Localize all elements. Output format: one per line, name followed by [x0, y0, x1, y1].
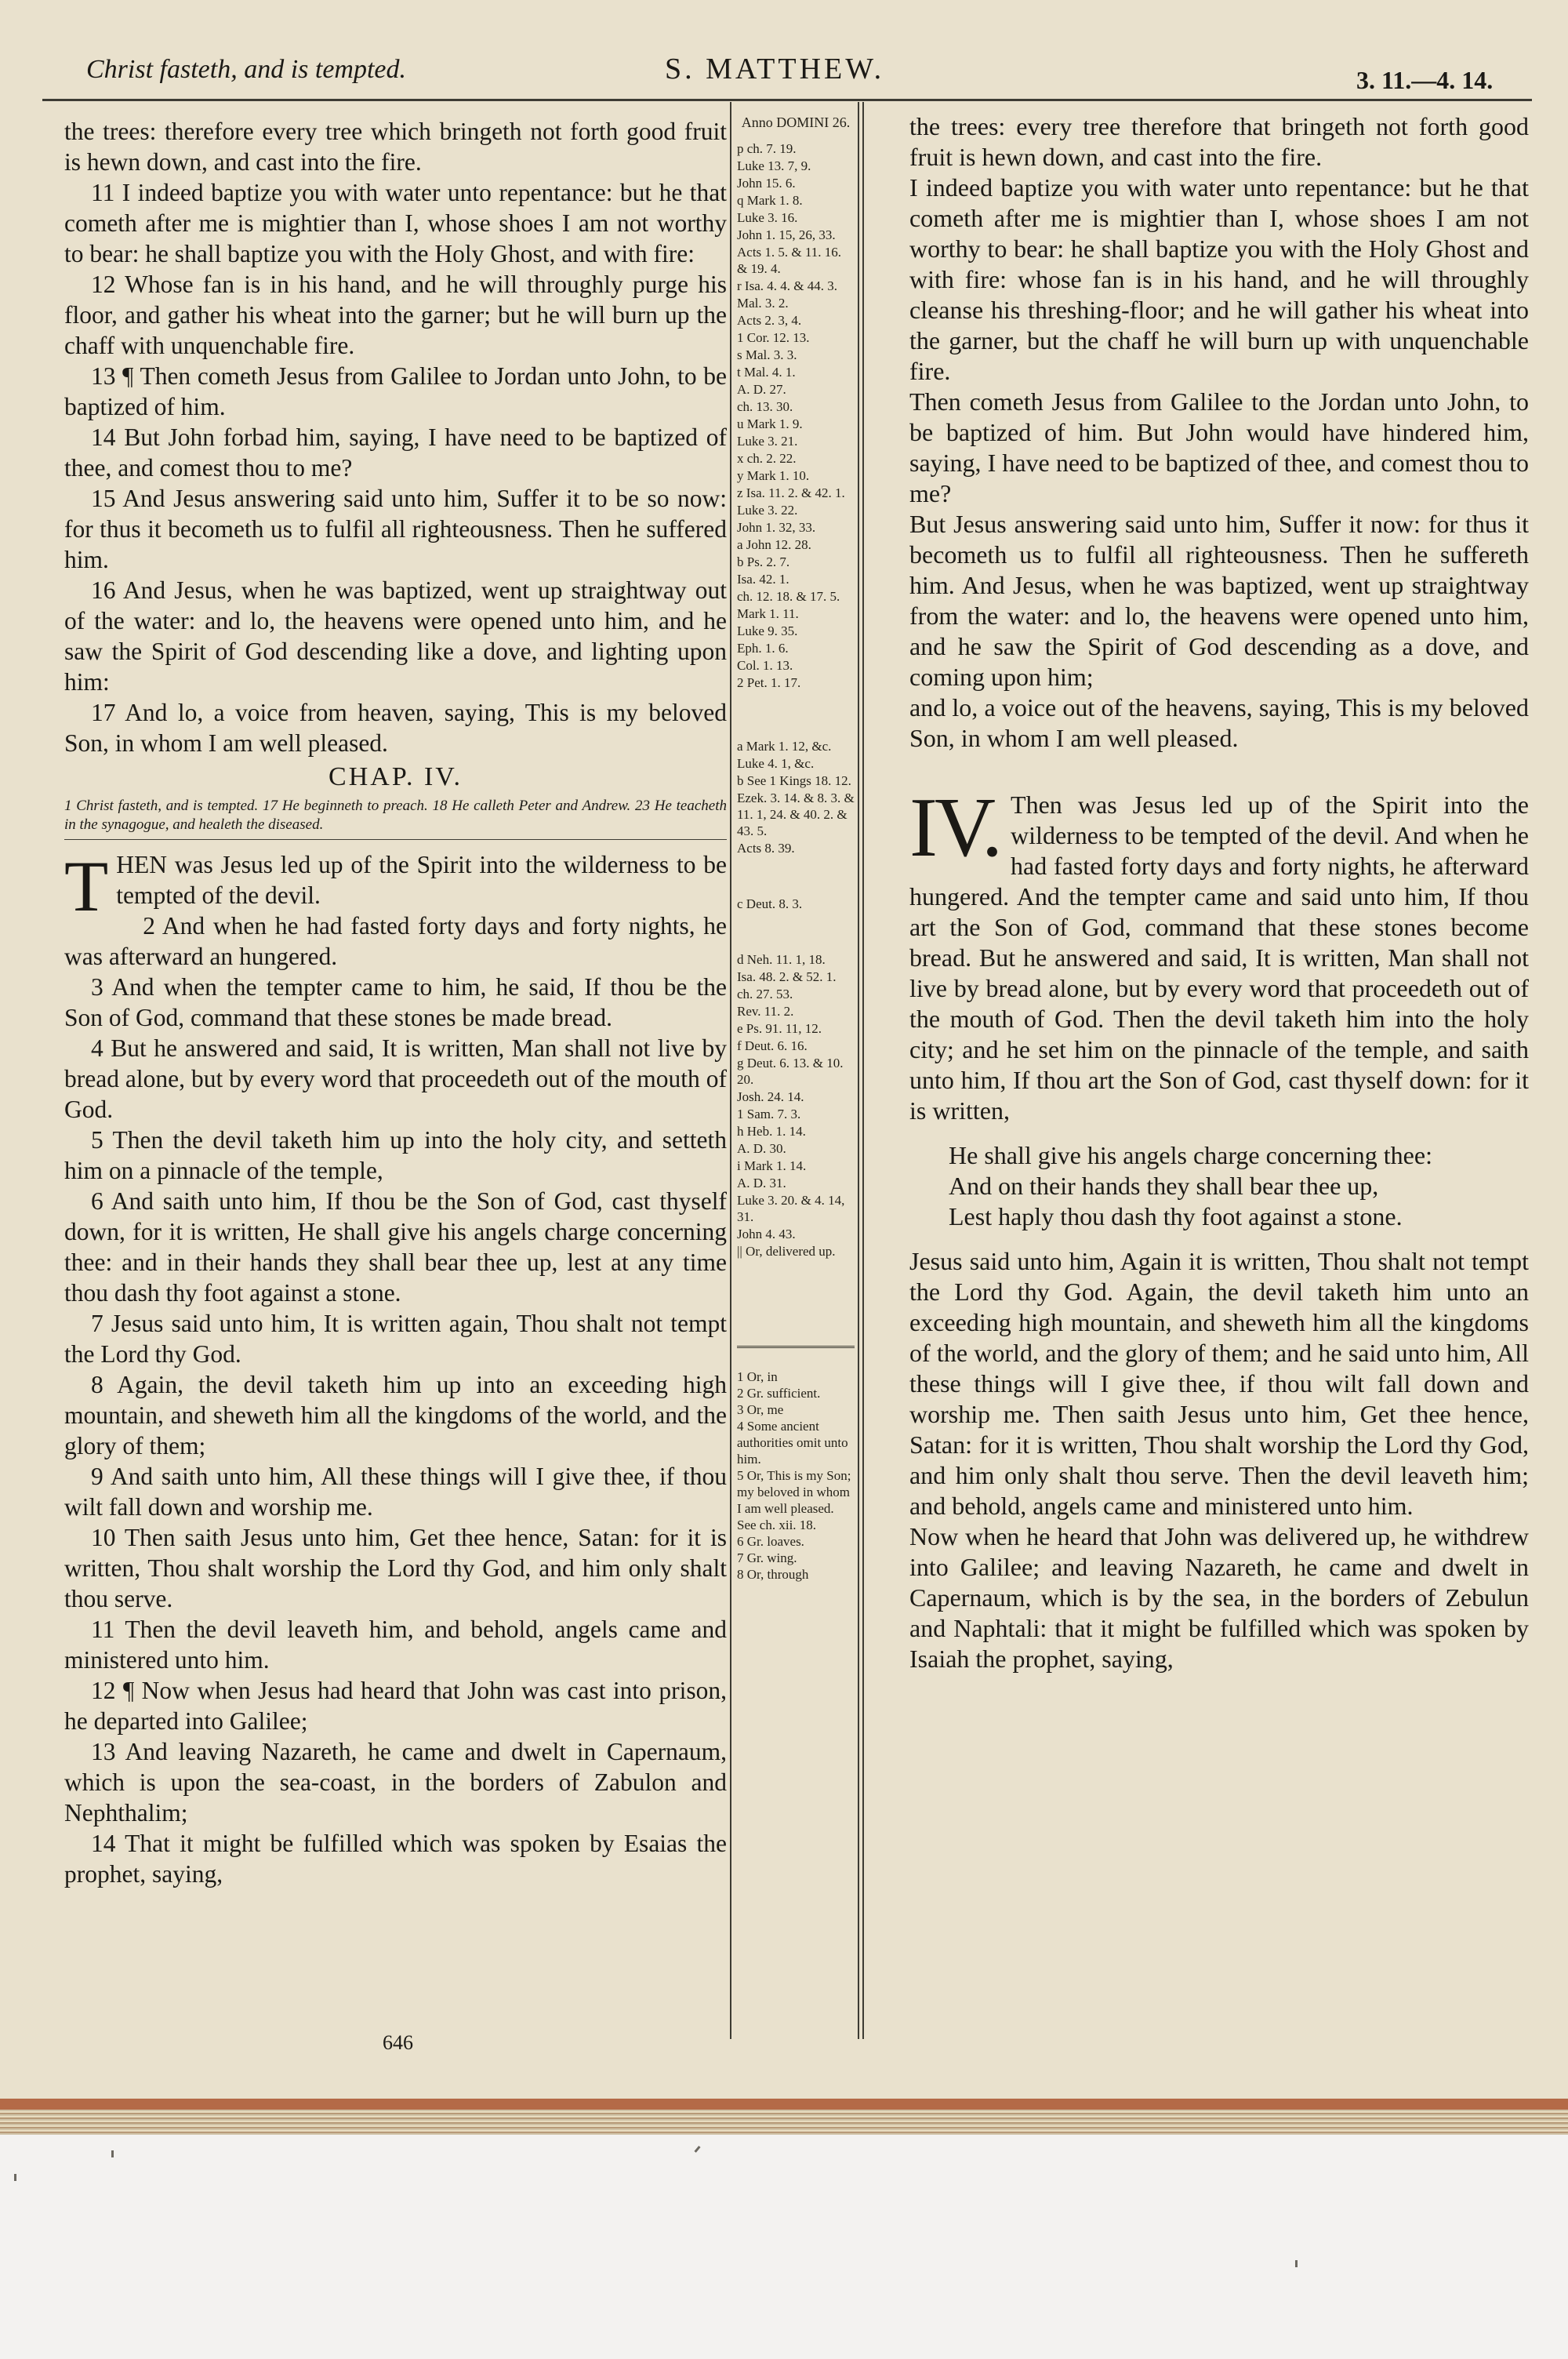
- cross-reference: Rev. 11. 2.: [737, 1004, 794, 1019]
- cross-reference: b See 1 Kings 18. 12.: [737, 773, 851, 788]
- verse-text: the trees: therefore every tree which bringeth not forth good fruit is hewn down, and cast into the fire.: [64, 118, 727, 176]
- cross-reference: h Heb. 1. 14.: [737, 1124, 806, 1139]
- verse-text: 14 But John forbad him, saying, I have need to be baptized of thee, and comest thou to me?: [64, 423, 727, 482]
- cross-reference: Luke 3. 21.: [737, 434, 798, 449]
- speck: [1295, 2260, 1298, 2267]
- anno-domini: Anno DOMINI 26.: [741, 114, 851, 130]
- cross-reference: x ch. 2. 22.: [737, 451, 797, 466]
- cross-reference: John 1. 15, 26, 33.: [737, 227, 836, 242]
- footnote: 1 Or, in: [737, 1369, 778, 1384]
- speck: [111, 2150, 114, 2157]
- cross-reference: g Deut. 6. 13. & 10. 20.: [737, 1056, 844, 1087]
- cross-reference: t Mal. 4. 1.: [737, 365, 796, 380]
- verse-text: I indeed baptize you with water unto repentance: but he that cometh after me is mightier than I, whose shoes I am not worthy to bear: he shall baptize you with the Holy Ghost and with fire: whose fan is in his hand, and he will throughly cleanse his threshing-floor; and he will gather his wheat into the garner, but the chaff he will burn up with unquenchable fire.: [909, 173, 1529, 385]
- cross-reference: A. D. 31.: [737, 1176, 786, 1190]
- verse-text: the trees: every tree therefore that bringeth not forth good fruit is hewn down, and cast into the fire.: [909, 112, 1529, 171]
- footnote: 6 Gr. loaves.: [737, 1534, 804, 1549]
- cross-reference: f Deut. 6. 16.: [737, 1038, 808, 1053]
- cross-reference: 1 Cor. 12. 13.: [737, 330, 810, 345]
- cross-reference: Luke 3. 22.: [737, 503, 798, 518]
- footnote: 7 Gr. wing.: [737, 1550, 797, 1565]
- cross-reference: p ch. 7. 19.: [737, 141, 797, 156]
- verse-text: 4 But he answered and said, It is written, Man shall not live by bread alone, but by every word that proceedeth out of the mouth of God.: [64, 1034, 727, 1123]
- cross-reference: c Deut. 8. 3.: [737, 896, 803, 911]
- verse-text: 11 Then the devil leaveth him, and behold, angels came and ministered unto him.: [64, 1616, 727, 1674]
- cross-reference: Mal. 3. 2.: [737, 296, 789, 311]
- cross-reference: q Mark 1. 8.: [737, 193, 803, 208]
- verse-text: 5 Then the devil taketh him up into the holy city, and setteth him on a pinnacle of the temple,: [64, 1126, 727, 1184]
- poetry-line: And on their hands they shall bear thee up,: [949, 1172, 1379, 1200]
- cross-reference: Eph. 1. 6.: [737, 641, 789, 656]
- header-rule: [42, 99, 1532, 101]
- cross-reference: John 15. 6.: [737, 176, 796, 191]
- cross-reference: Acts 1. 5. & 11. 16. & 19. 4.: [737, 245, 842, 276]
- cross-reference: a John 12. 28.: [737, 537, 811, 552]
- cross-reference: 1 Sam. 7. 3.: [737, 1107, 801, 1121]
- cross-reference: i Mark 1. 14.: [737, 1158, 807, 1173]
- footnote: 8 Or, through: [737, 1567, 809, 1582]
- cross-reference: z Isa. 11. 2. & 42. 1.: [737, 485, 845, 500]
- cross-reference: John 1. 32, 33.: [737, 520, 816, 535]
- verse-text: 6 And saith unto him, If thou be the Son of God, cast thyself down, for it is written, He shall give his angels charge concerning thee: and in their hands they shall bear thee up, lest at any time thou dash thy foot against a stone.: [64, 1187, 727, 1307]
- cross-reference: Luke 13. 7, 9.: [737, 158, 811, 173]
- header-left-title: Christ fasteth, and is tempted.: [86, 55, 406, 84]
- verse-text: But Jesus answering said unto him, Suffer it now: for thus it becometh us to fulfil all righteousness. Then he suffereth him. And Jesus, when he was baptized, went up straightway from the water: and lo, the heavens were opened unto him, and he saw the Spirit of God descending as a dove, and coming upon him;: [909, 510, 1529, 691]
- cross-reference: ch. 13. 30.: [737, 399, 793, 414]
- cross-reference: Luke 9. 35.: [737, 623, 798, 638]
- cross-reference: || Or, delivered up.: [737, 1244, 836, 1259]
- verse-text: 13 ¶ Then cometh Jesus from Galilee to Jordan unto John, to be baptized of him.: [64, 362, 727, 420]
- cross-reference: John 4. 43.: [737, 1227, 796, 1241]
- cross-reference: Luke 4. 1, &c.: [737, 756, 815, 771]
- cross-reference-group: [737, 951, 855, 1259]
- authorized-version-column: [64, 116, 727, 1889]
- verse-text: Then cometh Jesus from Galilee to the Jordan unto John, to be baptized of him. But John would have hindered him, saying, I have need to be baptized of thee, and comest thou to me?: [909, 387, 1529, 507]
- header-chapter-range: 3. 11.—4. 14.: [1356, 66, 1494, 94]
- chapter-heading: CHAP. IV.: [328, 762, 463, 791]
- cross-reference: u Mark 1. 9.: [737, 416, 803, 431]
- chapter-four-opening: [909, 781, 1529, 1126]
- cross-reference: A. D. 30.: [737, 1141, 786, 1156]
- verse-text: 12 Whose fan is in his hand, and he will throughly purge his floor, and gather his wheat into the garner; but he will burn up the chaff with unquenchable fire.: [64, 271, 727, 359]
- cross-reference: Col. 1. 13.: [737, 658, 793, 673]
- cross-reference: Luke 3. 16.: [737, 210, 798, 225]
- background-surface: [0, 2135, 1568, 2359]
- verse-text: 15 And Jesus answering said unto him, Suffer it to be so now: for thus it becometh us to fulfil all righteousness. Then he suffered him.: [64, 485, 727, 573]
- cross-reference: Ezek. 3. 14. & 8. 3. & 11. 1, 24. & 40. 2. & 43. 5.: [737, 791, 855, 838]
- cross-reference: r Isa. 4. 4. & 44. 3.: [737, 278, 837, 293]
- footnote: 4 Some ancient authorities omit unto him.: [737, 1419, 848, 1467]
- footnote-rule: [737, 1346, 855, 1348]
- cross-reference: ch. 12. 18. & 17. 5.: [737, 589, 840, 604]
- poetry-line: Lest haply thou dash thy foot against a stone.: [949, 1202, 1403, 1230]
- cross-reference: A. D. 27.: [737, 382, 786, 397]
- verse-text: 9 And saith unto him, All these things will I give thee, if thou wilt fall down and worship me.: [64, 1463, 727, 1521]
- verse-text: 14 That it might be fulfilled which was spoken by Esaias the prophet, saying,: [64, 1830, 727, 1888]
- cross-reference: Isa. 48. 2. & 52. 1.: [737, 969, 837, 984]
- verse-text: 17 And lo, a voice from heaven, saying, This is my beloved Son, in whom I am well pleased.: [64, 699, 727, 757]
- footnote: 2 Gr. sufficient.: [737, 1386, 821, 1401]
- verse-text: 7 Jesus said unto him, It is written again, Thou shalt not tempt the Lord thy God.: [64, 1310, 727, 1368]
- cross-reference: Josh. 24. 14.: [737, 1089, 804, 1104]
- page-number: 646: [383, 2031, 413, 2054]
- verse-text: 16 And Jesus, when he was baptized, went up straightway out of the water: and lo, the heavens were opened unto him, and he saw the Spirit of God descending like a dove, and lighting upon him:: [64, 576, 727, 696]
- cross-reference: s Mal. 3. 3.: [737, 347, 797, 362]
- chapter-numeral: IV.: [909, 781, 1000, 874]
- verse-text: Then was Jesus led up of the Spirit into the wilderness to be tempted of the devil. And when he had fasted forty days and forty nights, he afterward hungered. And the tempter came and said unto him, If thou art the Son of God, command that these stones become bread. But he answered and said, It is written, Man shall not live by bread alone, but by every word that proceedeth out of the mouth of God. Then the devil taketh him into the holy city; and he set him on the pinnacle of the temple, and saith unto him, If thou art the Son of God, cast thyself down: for it is written,: [909, 791, 1529, 1125]
- chapter-summary: 1 Christ fasteth, and is tempted. 17 He beginneth to preach. 18 He calleth Peter and Andrew. 23 He teacheth in the synagogue, and healeth the diseased.: [64, 797, 727, 840]
- cross-reference: 2 Pet. 1. 17.: [737, 675, 801, 690]
- verse-text: 13 And leaving Nazareth, he came and dwelt in Capernaum, which is upon the sea-coast, in the borders of Zabulon and Nephthalim;: [64, 1738, 727, 1826]
- chapter-opening: [64, 846, 727, 926]
- cross-reference: Acts 2. 3, 4.: [737, 313, 802, 328]
- cross-reference-group: [737, 896, 855, 912]
- cross-reference: Luke 3. 20. & 4. 14, 31.: [737, 1193, 845, 1224]
- verse-text: and lo, a voice out of the heavens, saying, This is my beloved Son, in whom I am well pleased.: [909, 693, 1529, 752]
- verse-text: Now when he heard that John was delivered up, he withdrew into Galilee; and leaving Nazareth, he came and dwelt in Capernaum, which is by the sea, in the borders of Zebulun and Naphtali: that it might be fulfilled which was spoken by Isaiah the prophet, saying,: [909, 1522, 1529, 1673]
- cross-reference: Mark 1. 11.: [737, 606, 799, 621]
- cross-reference: e Ps. 91. 11, 12.: [737, 1021, 822, 1036]
- verse-text: 2 And when he had fasted forty days and forty nights, he was afterward an hungered.: [64, 912, 727, 970]
- verse-text: Jesus said unto him, Again it is written, Thou shalt not tempt the Lord thy God. Again, the devil taketh him unto an exceeding high mountain, and sheweth him all the kingdoms of the world, and the glory of them; and he said unto him, All these things will I give thee, if thou wilt fall down and worship me. Then saith Jesus unto him, Get thee hence, Satan: for it is written, Thou shalt worship the Lord thy God, and him only shalt thou serve. Then the devil leaveth him; and behold, angels came and ministered unto him.: [909, 1247, 1529, 1520]
- verse-text: 11 I indeed baptize you with water unto repentance: but he that cometh after me is mightier than I, whose shoes I am not worthy to bear: he shall baptize you with the Holy Ghost, and with fire:: [64, 179, 727, 267]
- verse-text: 3 And when the tempter came to him, he said, If thou be the Son of God, command that these stones be made bread.: [64, 973, 727, 1031]
- cross-reference: d Neh. 11. 1, 18.: [737, 952, 826, 967]
- verse-text: 12 ¶ Now when Jesus had heard that John was cast into prison, he departed into Galilee;: [64, 1677, 727, 1735]
- verse-text: HEN was Jesus led up of the Spirit into the wilderness to be tempted of the devil.: [116, 851, 727, 909]
- drop-cap: T: [64, 846, 109, 926]
- cross-reference: ch. 27. 53.: [737, 987, 793, 1001]
- speck: [14, 2174, 16, 2181]
- speck: [694, 2146, 700, 2153]
- footnote: 5 Or, This is my Son; my beloved in whom I am well pleased. See ch. xii. 18.: [737, 1468, 851, 1532]
- cross-reference: Acts 8. 39.: [737, 841, 795, 856]
- cross-reference: b Ps. 2. 7.: [737, 554, 790, 569]
- revised-version-footnotes: [737, 1369, 855, 1583]
- cross-reference-group: [737, 738, 855, 856]
- cross-reference: y Mark 1. 10.: [737, 468, 810, 483]
- page-stack-edge: [0, 2110, 1568, 2135]
- verse-text: 10 Then saith Jesus unto him, Get thee hence, Satan: for it is written, Thou shalt worship the Lord thy God, and him only shalt thou serve.: [64, 1524, 727, 1612]
- column-divider-left: [730, 102, 731, 2039]
- verse-text: 8 Again, the devil taketh him up into an exceeding high mountain, and sheweth him all the kingdoms of the world, and the glory of them;: [64, 1371, 727, 1459]
- cross-reference-group: [737, 140, 855, 691]
- cross-reference: a Mark 1. 12, &c.: [737, 739, 832, 754]
- revised-version-column: [909, 111, 1529, 1674]
- running-header: [0, 0, 1568, 102]
- verse-number: [855, 439, 889, 456]
- poetry-line: He shall give his angels charge concerning thee:: [949, 1141, 1432, 1169]
- quoted-poetry: [949, 1140, 1529, 1232]
- header-book-title: S. MATTHEW.: [665, 53, 885, 85]
- footnote: 3 Or, me: [737, 1402, 784, 1417]
- cross-reference: Isa. 42. 1.: [737, 572, 789, 587]
- cross-reference-margin: [737, 114, 855, 1583]
